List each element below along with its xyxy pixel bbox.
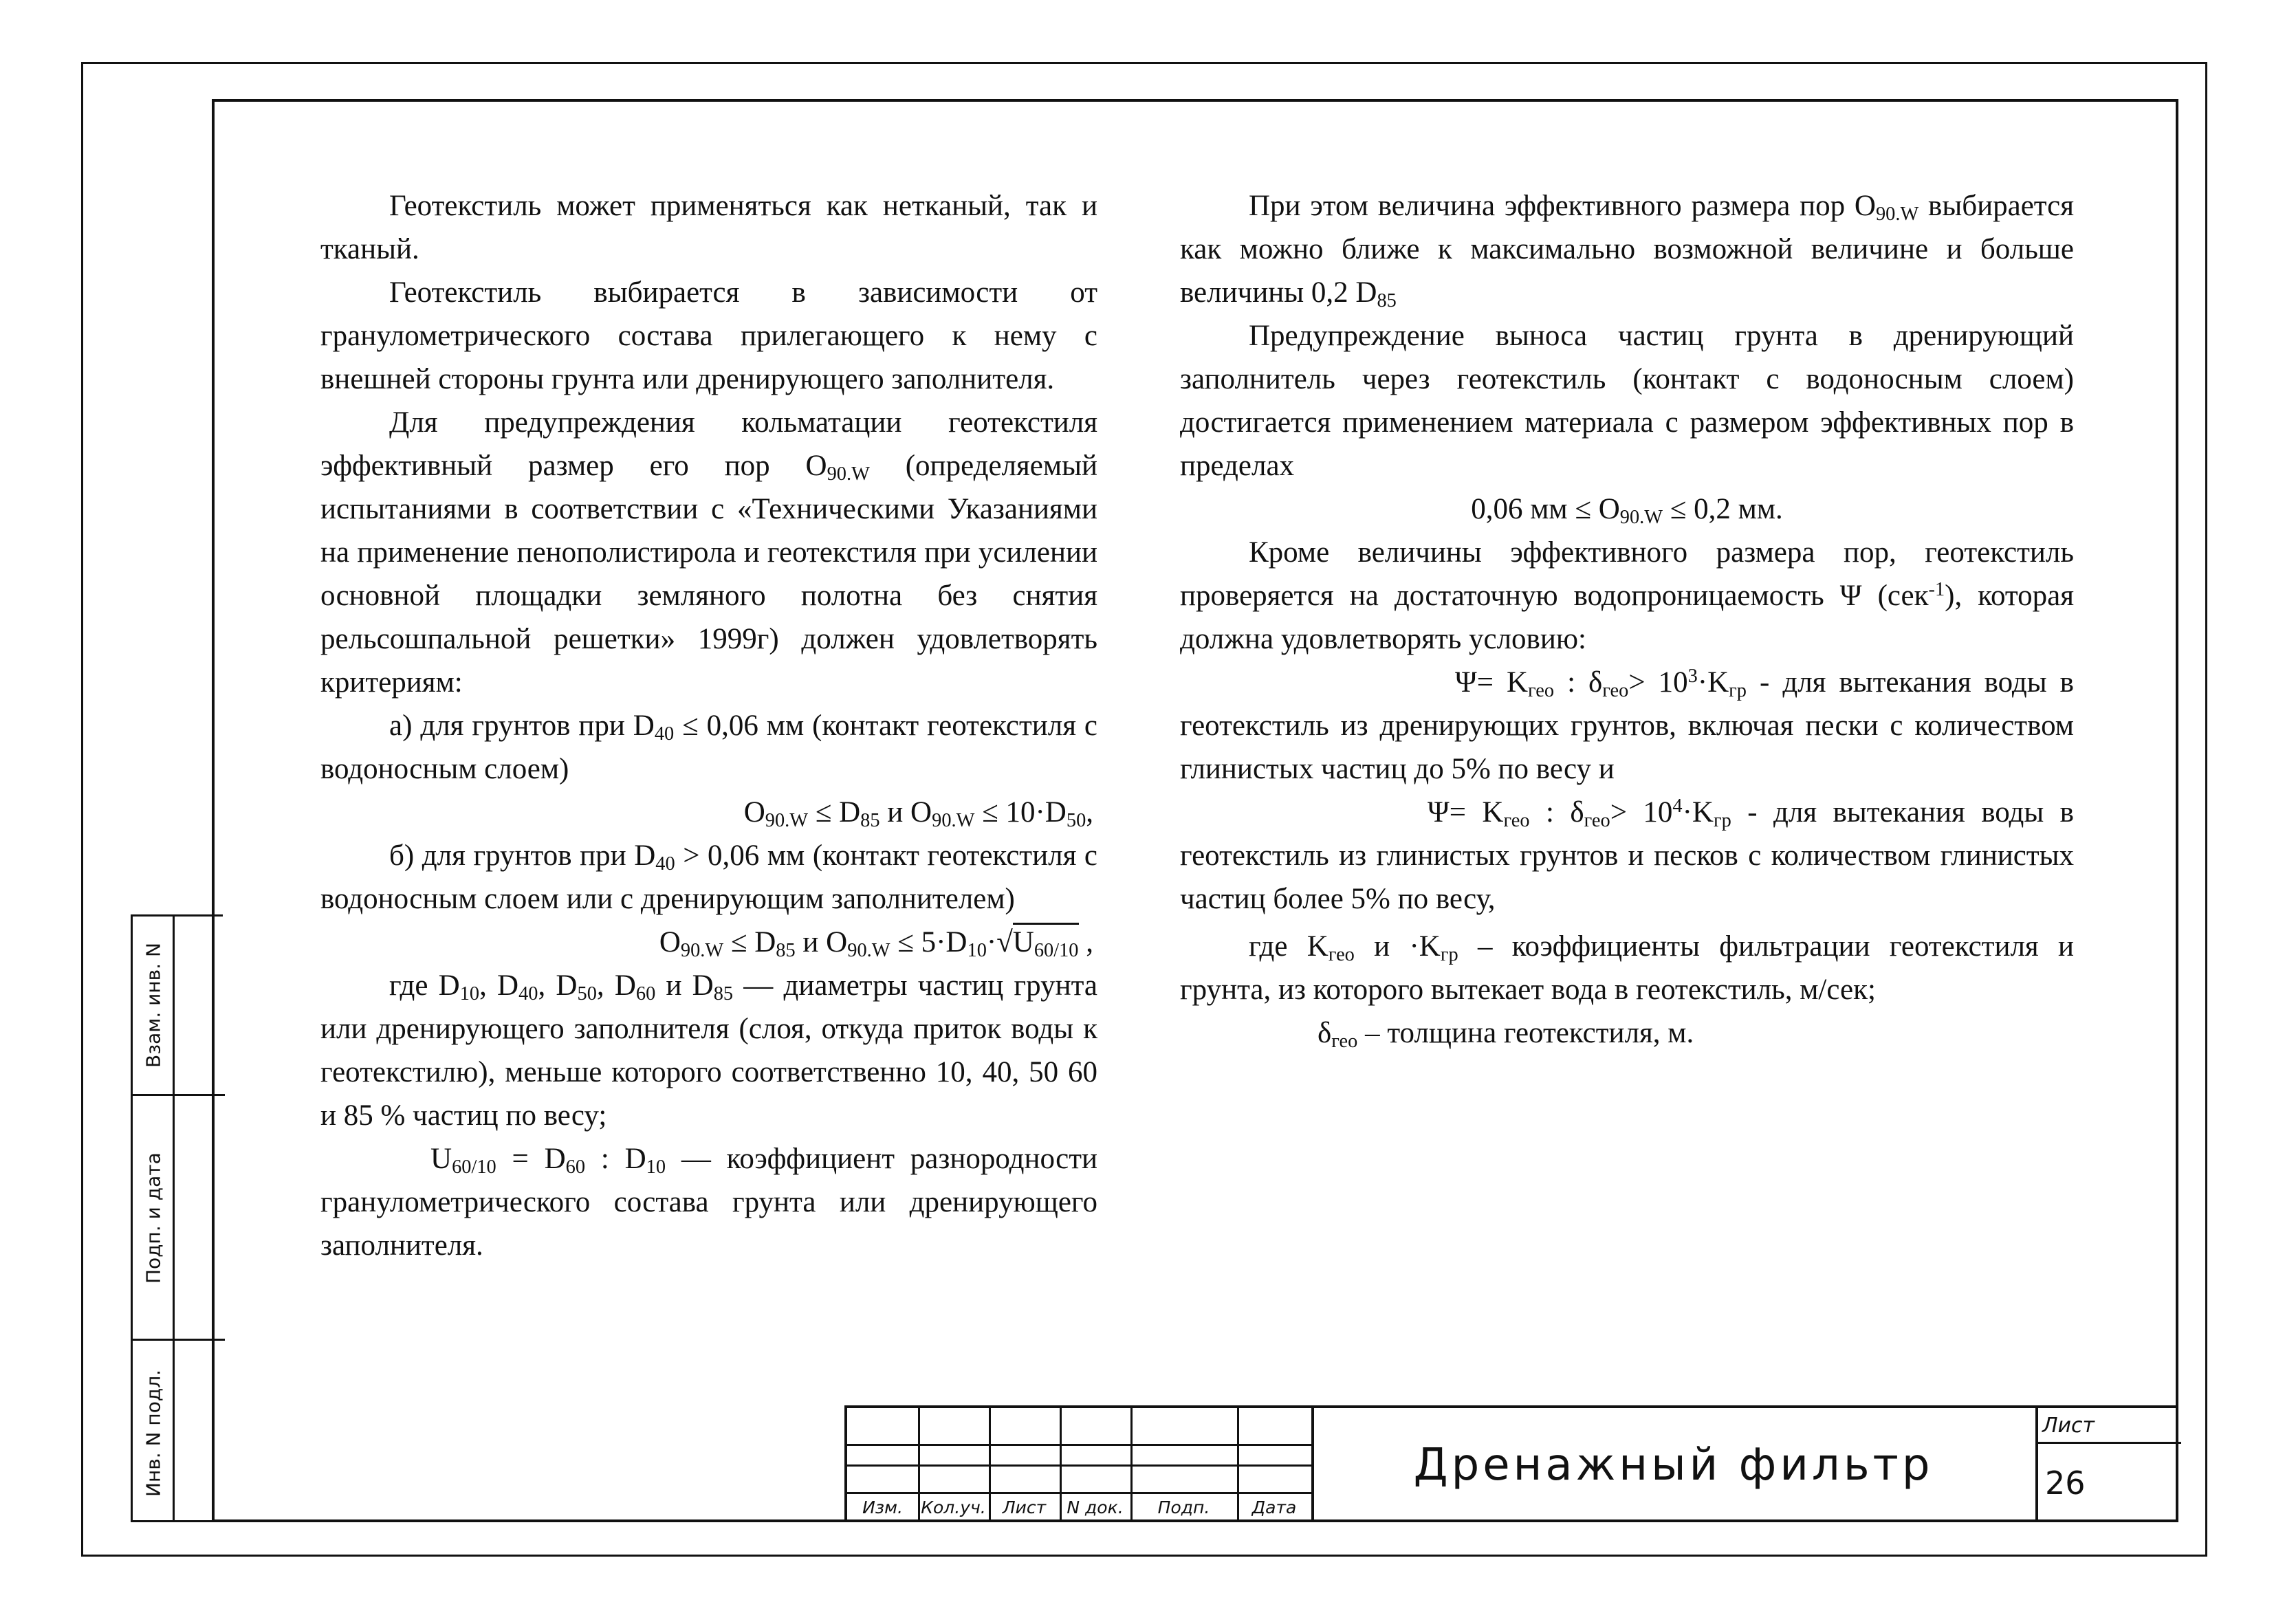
formula-2: $O_{90.W} \le D_{85}$ и $O_{90.W} \le 5\cdot D_{10}\cdot√U_{60/10}$ , xyxy=(320,921,1097,964)
criterion-a: а) для грунтов при $D_{40} \le 0,06$ мм (контакт геотекстиля с водоносным слоем) xyxy=(320,710,1097,785)
side-label-inv: Инв. N подл. xyxy=(142,1370,165,1497)
formula-pore-range: 0,06 мм ≤ $O_{90.W} \le 0,2$ мм. xyxy=(1471,493,1783,529)
paragraph-1: Геотекстиль может применяться как нетканый, так и тканый. xyxy=(320,190,1097,265)
paragraph-thickness: $\delta_{гео}$ – толщина геотекстиля, м. xyxy=(1318,1017,1694,1053)
formula-permeability-1: $\Psi= K_{гео}$ : $\delta_{гео}> 10^3\cdot K_{гр}$ - для вытекания воды в геотекстиль из дренирующих грунтов, включая пески с количеством глинистых частиц до 5% по весу и xyxy=(1180,665,2074,785)
paragraph-2: Геотекстиль выбирается в зависимости от гранулометрического состава прилегающего к нему с внешней стороны грунта или дренирующего заполнителя. xyxy=(320,276,1097,395)
side-stamp xyxy=(131,914,223,1522)
paragraph-prevention: Предупреждение выноса частиц грунта в дренирующий заполнитель через геотекстиль (контакт с водоносным слоем) достигается применением материала с размером эффективных пор в пределах xyxy=(1180,320,2074,482)
uniformity-coefficient-paragraph: $U_{60/10} = D_{60}$ : $D_{10}$ — коэффициент разнородности гранулометрического состава грунта или дренирующего заполнителя. xyxy=(320,1143,1098,1262)
side-label-podp: Подп. и дата xyxy=(142,1152,165,1284)
left-text-column xyxy=(320,184,1097,1267)
side-label-vzam: Взам. инв. N xyxy=(142,943,165,1068)
tb-header-koluch: Кол.уч. xyxy=(921,1497,986,1517)
definitions-paragraph: где $D_{10}$, $D_{40}$, $D_{50}$, $D_{60}$ и $D_{85}$ — диаметры частиц грунта или дренирующего заполнителя (слоя, откуда приток воды к геотекстилю), меньше которого соответственно 10, 40, 50 60 и 85 % частиц по весу; xyxy=(320,969,1097,1132)
paragraph-3: Для предупреждения кольматации геотекстиля эффективный размер его пор $O_{90.W}$ (определяемый испытаниями в соответствии с «Техническими Указаниями на применение пенополистирола и геотекстиля при усилении основной площадки земляного полотна без снятия рельсошпальной решетки» 1999г) должен удовлетворять критериям: xyxy=(320,406,1097,699)
tb-header-ndok: N док. xyxy=(1067,1497,1124,1517)
sheet-label: Лист xyxy=(2035,1408,2181,1444)
criterion-b: б) для грунтов при $D_{40} > 0,06$ мм (контакт геотекстиля с водоносным слоем или с дренирующим заполнителем) xyxy=(320,840,1097,915)
right-text-column xyxy=(1180,184,2074,1055)
paragraph-permeability: Кроме величины эффективного размера пор, геотекстиль проверяется на достаточную водопроницаемость Ψ (сек$^{-1}$), которая должна удовлетворять условию: xyxy=(1180,536,2074,655)
title-block xyxy=(844,1405,2178,1522)
tb-header-list: Лист xyxy=(1002,1497,1047,1517)
tb-header-podp: Подп. xyxy=(1157,1497,1210,1517)
side-cell-podp xyxy=(133,1094,225,1339)
document-title: Дренажный фильтр xyxy=(1413,1440,1934,1491)
formula-permeability-2: $\Psi= K_{гео}$ : $\delta_{гео}> 10^4\cdot K_{гр}$ - для вытекания воды в геотекстиль из глинистых грунтов и песков с количеством глинистых частиц более 5% по весу, xyxy=(1180,795,2074,915)
side-cell-inv xyxy=(133,1339,225,1524)
formula-1: $O_{90.W} \le D_{85}$ и $O_{90.W} \le 10\cdot D_{50}$, xyxy=(743,796,1093,832)
tb-header-data: Дата xyxy=(1251,1497,1297,1517)
paragraph-pore-size: При этом величина эффективного размера пор $O_{90.W}$ выбирается как можно ближе к максимально возможной величине и больше величины 0,2 $D_{85}$ xyxy=(1180,190,2074,312)
tb-header-izm: Изм. xyxy=(862,1497,903,1517)
sheet-number: 26 xyxy=(2045,1464,2086,1502)
paragraph-coefficients: где $K_{гео}$ $и \cdot K_{гр}$ – коэффициенты фильтрации геотекстиля и грунта, из которого вытекает вода в геотекстиль, м/сек; xyxy=(1180,930,2074,1006)
side-cell-vzam xyxy=(133,917,225,1094)
